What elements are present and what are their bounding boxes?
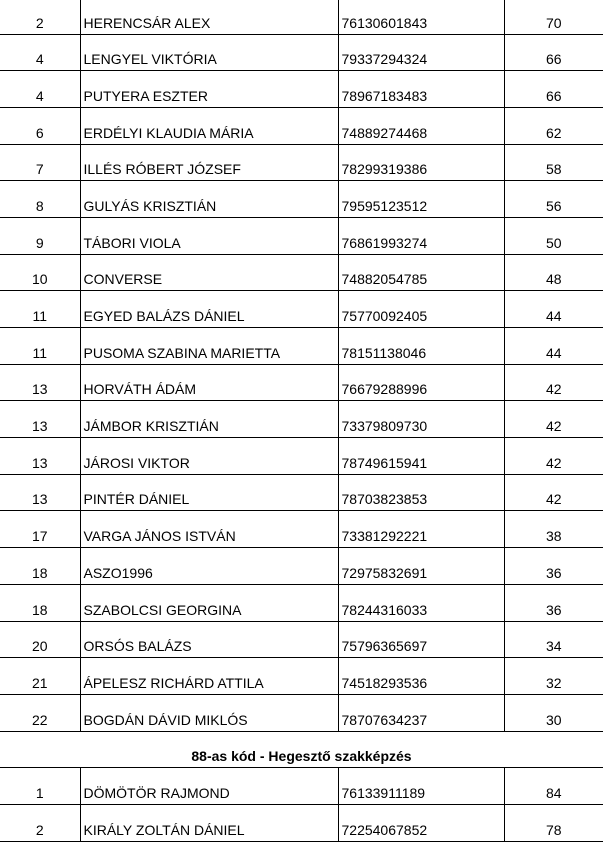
rank-cell: 17 xyxy=(0,511,80,548)
table-row xyxy=(0,217,603,254)
table-row xyxy=(0,254,603,291)
code-cell: 74518293536 xyxy=(338,658,504,695)
score-cell: 56 xyxy=(504,181,603,218)
score-cell: 44 xyxy=(504,328,603,365)
score-cell: 62 xyxy=(504,107,603,144)
code-cell: 78703823853 xyxy=(338,474,504,511)
code-cell: 73379809730 xyxy=(338,401,504,438)
score-cell: 42 xyxy=(504,364,603,401)
name-cell: KIRÁLY ZOLTÁN DÁNIEL xyxy=(80,804,338,841)
name-cell: HERENCSÁR ALEX xyxy=(80,0,338,34)
rank-cell: 21 xyxy=(0,658,80,695)
rank-cell: 13 xyxy=(0,438,80,475)
table-row xyxy=(0,694,603,731)
rank-cell: 20 xyxy=(0,621,80,658)
name-cell: HORVÁTH ÁDÁM xyxy=(80,364,338,401)
table-row xyxy=(0,181,603,218)
code-cell: 78244316033 xyxy=(338,584,504,621)
section-heading: 88-as kód - Hegesztő szakképzés xyxy=(0,731,603,768)
rank-cell: 8 xyxy=(0,181,80,218)
table-row xyxy=(0,364,603,401)
table-row xyxy=(0,768,603,805)
table-row xyxy=(0,474,603,511)
code-cell: 72254067852 xyxy=(338,804,504,841)
name-cell: PUSOMA SZABINA MARIETTA xyxy=(80,328,338,365)
name-cell: TÁBORI VIOLA xyxy=(80,217,338,254)
name-cell: JÁROSI VIKTOR xyxy=(80,438,338,475)
name-cell: VARGA JÁNOS ISTVÁN xyxy=(80,511,338,548)
code-cell: 75770092405 xyxy=(338,291,504,328)
table-row xyxy=(0,438,603,475)
code-cell: 78151138046 xyxy=(338,328,504,365)
rank-cell: 10 xyxy=(0,254,80,291)
rank-cell: 18 xyxy=(0,548,80,585)
section-row xyxy=(0,731,603,768)
code-cell: 78749615941 xyxy=(338,438,504,475)
rank-cell: 4 xyxy=(0,34,80,71)
score-cell: 42 xyxy=(504,474,603,511)
code-cell: 74882054785 xyxy=(338,254,504,291)
score-cell: 34 xyxy=(504,621,603,658)
name-cell: SZABOLCSI GEORGINA xyxy=(80,584,338,621)
name-cell: ORSÓS BALÁZS xyxy=(80,621,338,658)
score-cell: 58 xyxy=(504,144,603,181)
name-cell: EGYED BALÁZS DÁNIEL xyxy=(80,291,338,328)
score-cell: 66 xyxy=(504,71,603,108)
table-row xyxy=(0,401,603,438)
code-cell: 72975832691 xyxy=(338,548,504,585)
code-cell: 76679288996 xyxy=(338,364,504,401)
table-row xyxy=(0,291,603,328)
name-cell: LENGYEL VIKTÓRIA xyxy=(80,34,338,71)
name-cell: PINTÉR DÁNIEL xyxy=(80,474,338,511)
name-cell: BOGDÁN DÁVID MIKLÓS xyxy=(80,694,338,731)
score-cell: 42 xyxy=(504,438,603,475)
table-row xyxy=(0,548,603,585)
name-cell: ASZO1996 xyxy=(80,548,338,585)
rank-cell: 7 xyxy=(0,144,80,181)
rank-cell: 13 xyxy=(0,474,80,511)
name-cell: ÁPELESZ RICHÁRD ATTILA xyxy=(80,658,338,695)
score-cell: 38 xyxy=(504,511,603,548)
table-row xyxy=(0,71,603,108)
name-cell: PUTYERA ESZTER xyxy=(80,71,338,108)
name-cell: JÁMBOR KRISZTIÁN xyxy=(80,401,338,438)
name-cell: ERDÉLYI KLAUDIA MÁRIA xyxy=(80,107,338,144)
code-cell: 78299319386 xyxy=(338,144,504,181)
code-cell: 76130601843 xyxy=(338,0,504,34)
score-cell: 42 xyxy=(504,401,603,438)
table-row xyxy=(0,107,603,144)
score-cell: 30 xyxy=(504,694,603,731)
score-cell: 66 xyxy=(504,34,603,71)
table-row xyxy=(0,511,603,548)
score-cell: 70 xyxy=(504,0,603,34)
table-row xyxy=(0,34,603,71)
name-cell: DÖMÖTÖR RAJMOND xyxy=(80,768,338,805)
score-cell: 50 xyxy=(504,217,603,254)
rank-cell: 9 xyxy=(0,217,80,254)
rank-cell: 11 xyxy=(0,328,80,365)
name-cell: ILLÉS RÓBERT JÓZSEF xyxy=(80,144,338,181)
code-cell: 73381292221 xyxy=(338,511,504,548)
table-row xyxy=(0,328,603,365)
score-cell: 78 xyxy=(504,804,603,841)
table-row xyxy=(0,621,603,658)
rank-cell: 1 xyxy=(0,768,80,805)
rank-cell: 2 xyxy=(0,804,80,841)
table-row xyxy=(0,584,603,621)
code-cell: 74889274468 xyxy=(338,107,504,144)
name-cell: GULYÁS KRISZTIÁN xyxy=(80,181,338,218)
score-cell: 36 xyxy=(504,548,603,585)
rank-cell: 6 xyxy=(0,107,80,144)
rank-cell: 11 xyxy=(0,291,80,328)
table-row xyxy=(0,144,603,181)
table-row xyxy=(0,804,603,841)
score-cell: 84 xyxy=(504,768,603,805)
code-cell: 79595123512 xyxy=(338,181,504,218)
score-cell: 32 xyxy=(504,658,603,695)
code-cell: 78967183483 xyxy=(338,71,504,108)
score-cell: 44 xyxy=(504,291,603,328)
table-row xyxy=(0,658,603,695)
code-cell: 79337294324 xyxy=(338,34,504,71)
score-cell: 48 xyxy=(504,254,603,291)
rank-cell: 13 xyxy=(0,364,80,401)
rank-cell: 22 xyxy=(0,694,80,731)
table-row xyxy=(0,0,603,34)
rank-cell: 2 xyxy=(0,0,80,34)
code-cell: 75796365697 xyxy=(338,621,504,658)
code-cell: 78707634237 xyxy=(338,694,504,731)
name-cell: CONVERSE xyxy=(80,254,338,291)
rank-cell: 13 xyxy=(0,401,80,438)
code-cell: 76133911189 xyxy=(338,768,504,805)
code-cell: 76861993274 xyxy=(338,217,504,254)
rank-cell: 4 xyxy=(0,71,80,108)
score-cell: 36 xyxy=(504,584,603,621)
rank-cell: 18 xyxy=(0,584,80,621)
